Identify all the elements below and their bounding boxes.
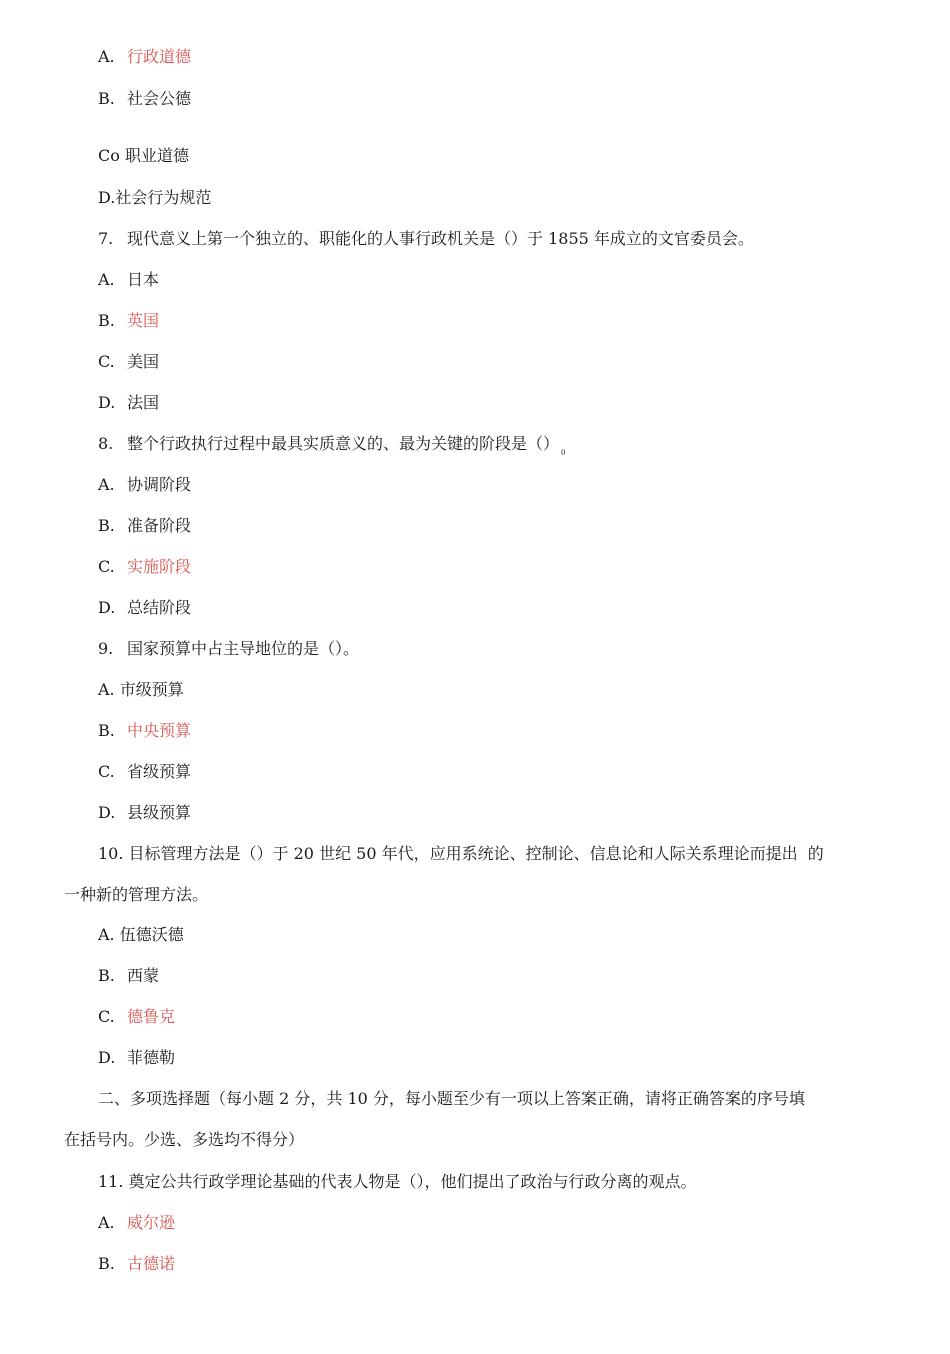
option-marker: B. — [98, 89, 115, 108]
option-text: D.社会行为规范 — [98, 188, 212, 207]
section-text: 二、多项选择题（每小题 2 分，共 10 分，每小题至少有一项以上答案正确，请将正确答案的序号填 — [98, 1089, 805, 1108]
correct-answer-text: 德鲁克 — [127, 1007, 176, 1026]
option-6c — [98, 146, 189, 166]
correct-answer-text: 实施阶段 — [127, 557, 192, 576]
option-text: A. 市级预算 — [98, 680, 184, 699]
question-number: 9. — [98, 639, 114, 658]
option-marker: B. — [98, 311, 115, 330]
option-text: 社会公德 — [127, 89, 192, 108]
question-10-continued — [64, 885, 208, 905]
correct-answer-text: 威尔逊 — [127, 1213, 176, 1232]
option-10a — [98, 925, 184, 945]
option-text: 法国 — [127, 393, 160, 412]
option-marker: C. — [98, 1007, 115, 1026]
section-heading — [98, 1089, 805, 1109]
option-text: 准备阶段 — [127, 516, 192, 535]
option-9c — [98, 762, 191, 782]
option-10d — [98, 1048, 175, 1068]
question-9 — [98, 639, 359, 659]
option-7d — [98, 393, 159, 413]
option-text: 省级预算 — [127, 762, 192, 781]
option-marker: C. — [98, 352, 115, 371]
correct-answer-text: 行政道德 — [127, 47, 192, 66]
question-text: 国家预算中占主导地位的是（）。 — [127, 639, 360, 658]
question-text: 11. 奠定公共行政学理论基础的代表人物是（），他们提出了政治与行政分离的观点。 — [98, 1172, 697, 1191]
option-marker: D. — [98, 393, 116, 412]
option-marker: D. — [98, 598, 116, 617]
correct-answer-text: 英国 — [127, 311, 160, 330]
option-marker: D. — [98, 1048, 116, 1067]
option-6d — [98, 188, 211, 208]
option-9d — [98, 803, 191, 823]
option-marker: C. — [98, 762, 115, 781]
question-8 — [98, 434, 565, 463]
option-8d — [98, 598, 191, 618]
section-text: 在括号内。少选、多选均不得分） — [64, 1130, 305, 1149]
option-marker: B. — [98, 1254, 115, 1273]
option-7a — [98, 270, 159, 290]
option-marker: A. — [98, 47, 115, 66]
option-text: Co 职业道德 — [98, 146, 189, 165]
option-11a — [98, 1213, 175, 1233]
question-11 — [98, 1172, 697, 1192]
option-9a — [98, 680, 184, 700]
question-number: 7. — [98, 229, 114, 248]
option-text: A. 伍德沃德 — [98, 925, 184, 944]
option-text: 县级预算 — [127, 803, 192, 822]
option-marker: A. — [98, 1213, 115, 1232]
correct-answer-text: 中央预算 — [127, 721, 192, 740]
option-7b — [98, 311, 159, 331]
option-6b — [98, 89, 191, 109]
option-text: 美国 — [127, 352, 160, 371]
option-marker: B. — [98, 721, 115, 740]
option-8c — [98, 557, 191, 577]
option-text: 西蒙 — [127, 966, 160, 985]
option-marker: B. — [98, 516, 115, 535]
option-text: 协调阶段 — [127, 475, 192, 494]
section-heading-continued — [64, 1130, 304, 1150]
correct-answer-text: 古德诺 — [127, 1254, 176, 1273]
question-text: 整个行政执行过程中最具实质意义的、最为关键的阶段是（） — [127, 434, 560, 453]
option-6a — [98, 47, 191, 67]
option-8b — [98, 516, 191, 536]
option-text: 日本 — [127, 270, 160, 289]
option-marker: A. — [98, 475, 115, 494]
question-10 — [98, 844, 824, 864]
option-8a — [98, 475, 191, 495]
option-11b — [98, 1254, 175, 1274]
option-text: 菲德勒 — [127, 1048, 176, 1067]
option-text: 总结阶段 — [127, 598, 192, 617]
question-number: 8. — [98, 434, 114, 453]
option-10c — [98, 1007, 175, 1027]
question-text: 一种新的管理方法。 — [64, 885, 209, 904]
option-marker: C. — [98, 557, 115, 576]
option-10b — [98, 966, 159, 986]
question-text: 10. 目标管理方法是（）于 20 世纪 50 年代，应用系统论、控制论、信息论和人际关系理论而提出 的 — [98, 844, 824, 863]
option-marker: A. — [98, 270, 115, 289]
question-7 — [98, 229, 754, 249]
option-7c — [98, 352, 159, 372]
option-marker: D. — [98, 803, 116, 822]
option-marker: B. — [98, 966, 115, 985]
option-9b — [98, 721, 191, 741]
question-suffix: 0 — [561, 449, 566, 457]
question-text: 现代意义上第一个独立的、职能化的人事行政机关是（）于 1855 年成立的文官委员会。 — [127, 229, 754, 248]
